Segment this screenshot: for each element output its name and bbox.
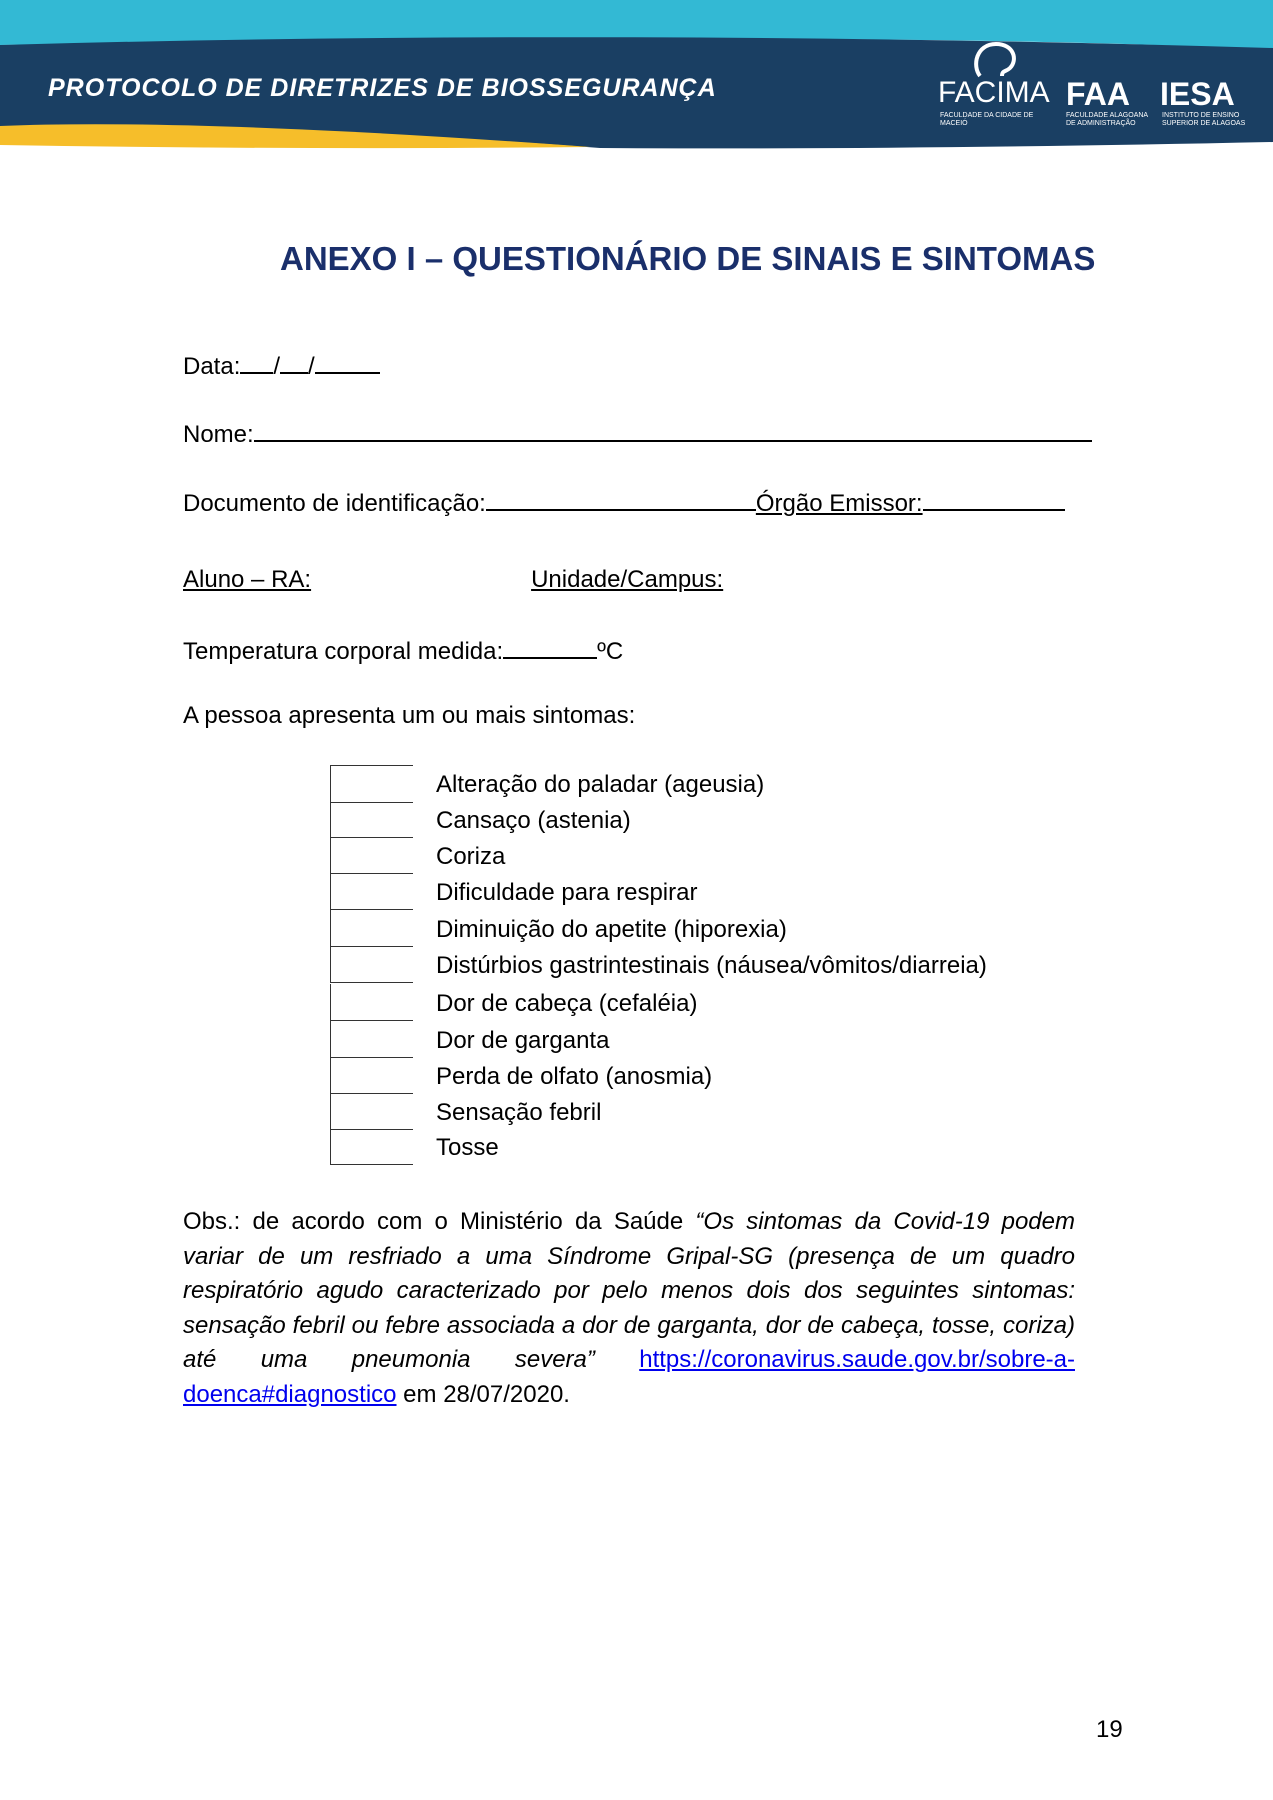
observation-paragraph bbox=[183, 1205, 1075, 1412]
symptom-label: Dor de cabeça (cefaléia) bbox=[436, 990, 698, 1017]
symptom-checkbox[interactable] bbox=[330, 984, 413, 1021]
symptom-label: Distúrbios gastrintestinais (náusea/vômitos/diarreia) bbox=[436, 952, 987, 979]
symptom-label: Diminuição do apetite (hiporexia) bbox=[436, 916, 787, 943]
orgao-label: Órgão Emissor: bbox=[755, 490, 923, 517]
nome-field[interactable] bbox=[183, 418, 1092, 449]
documento-label: Documento de identificação: bbox=[183, 490, 486, 517]
aluno-label: Aluno – RA: bbox=[183, 566, 312, 593]
symptom-checkbox[interactable] bbox=[330, 837, 413, 874]
header-banner bbox=[0, 0, 1273, 160]
sintomas-prompt: A pessoa apresenta um ou mais sintomas: bbox=[183, 702, 636, 729]
symptom-label: Cansaço (astenia) bbox=[436, 807, 631, 834]
symptom-label: Dificuldade para respirar bbox=[436, 879, 698, 906]
symptom-checkbox[interactable] bbox=[330, 1128, 413, 1165]
faa-logo: FAA bbox=[1066, 76, 1130, 112]
nome-label: Nome: bbox=[183, 421, 254, 448]
facima-subtitle: FACULDADE DA CIDADE DE MACEIÓ bbox=[940, 112, 1034, 127]
protocol-title: PROTOCOLO DE DIRETRIZES DE BIOSSEGURANÇA bbox=[48, 74, 717, 102]
symptom-checkbox[interactable] bbox=[330, 765, 413, 803]
symptom-label: Tosse bbox=[436, 1134, 499, 1161]
symptom-label: Perda de olfato (anosmia) bbox=[436, 1063, 713, 1090]
obs-link[interactable]: https://coronavirus.saude.gov.br/sobre-a-doenca#diagnostico bbox=[183, 1346, 1075, 1408]
symptom-checkbox[interactable] bbox=[330, 946, 413, 983]
temperatura-label: Temperatura corporal medida: bbox=[183, 638, 504, 665]
iesa-subtitle: INSTITUTO DE ENSINO SUPERIOR DE ALAGOAS bbox=[1162, 112, 1246, 127]
symptom-checkbox[interactable] bbox=[330, 873, 413, 910]
symptom-label: Dor de garganta bbox=[436, 1027, 610, 1054]
speech-bubble-logo-icon bbox=[972, 40, 1020, 80]
obs-quote: “Os sintomas da Covid-19 podem variar de um resfriado a uma Síndrome Gripal-SG (presença de um quadro respiratório agudo caracterizado por pelo menos dois dos seguintes sintomas: sensação febril ou febre associada a dor de garganta, dor de cabeça, tosse, coriza) até uma pneumonia severa” bbox=[183, 1208, 1075, 1373]
temperatura-unit: ºC bbox=[597, 638, 624, 665]
unidade-label: Unidade/Campus: bbox=[531, 566, 724, 593]
symptom-checkbox[interactable] bbox=[330, 1057, 413, 1094]
symptom-label: Sensação febril bbox=[436, 1099, 602, 1126]
obs-prefix: Obs.: de acordo com o Ministério da Saúde bbox=[183, 1208, 696, 1235]
data-label: Data: bbox=[183, 353, 241, 380]
symptom-checkbox[interactable] bbox=[330, 910, 413, 947]
iesa-logo: IESA bbox=[1160, 76, 1235, 112]
symptom-label: Alteração do paladar (ageusia) bbox=[436, 771, 765, 798]
data-field[interactable]: Data: / / bbox=[183, 350, 380, 381]
symptom-checkbox[interactable] bbox=[330, 1021, 413, 1058]
temperatura-field[interactable] bbox=[183, 635, 623, 666]
documento-field[interactable] bbox=[183, 487, 1065, 518]
page-title: ANEXO I – QUESTIONÁRIO DE SINAIS E SINTOMAS bbox=[280, 240, 1096, 277]
faa-subtitle: FACULDADE ALAGOANA DE ADMINISTRAÇÃO bbox=[1066, 112, 1148, 127]
page-number: 19 bbox=[1096, 1716, 1123, 1743]
obs-suffix: em 28/07/2020. bbox=[396, 1380, 570, 1408]
symptom-checkbox[interactable] bbox=[330, 801, 413, 838]
symptom-checkbox[interactable] bbox=[330, 1093, 413, 1130]
facima-logo: FACIMA bbox=[938, 76, 1050, 109]
aluno-field[interactable] bbox=[183, 566, 723, 594]
symptom-label: Coriza bbox=[436, 843, 506, 870]
